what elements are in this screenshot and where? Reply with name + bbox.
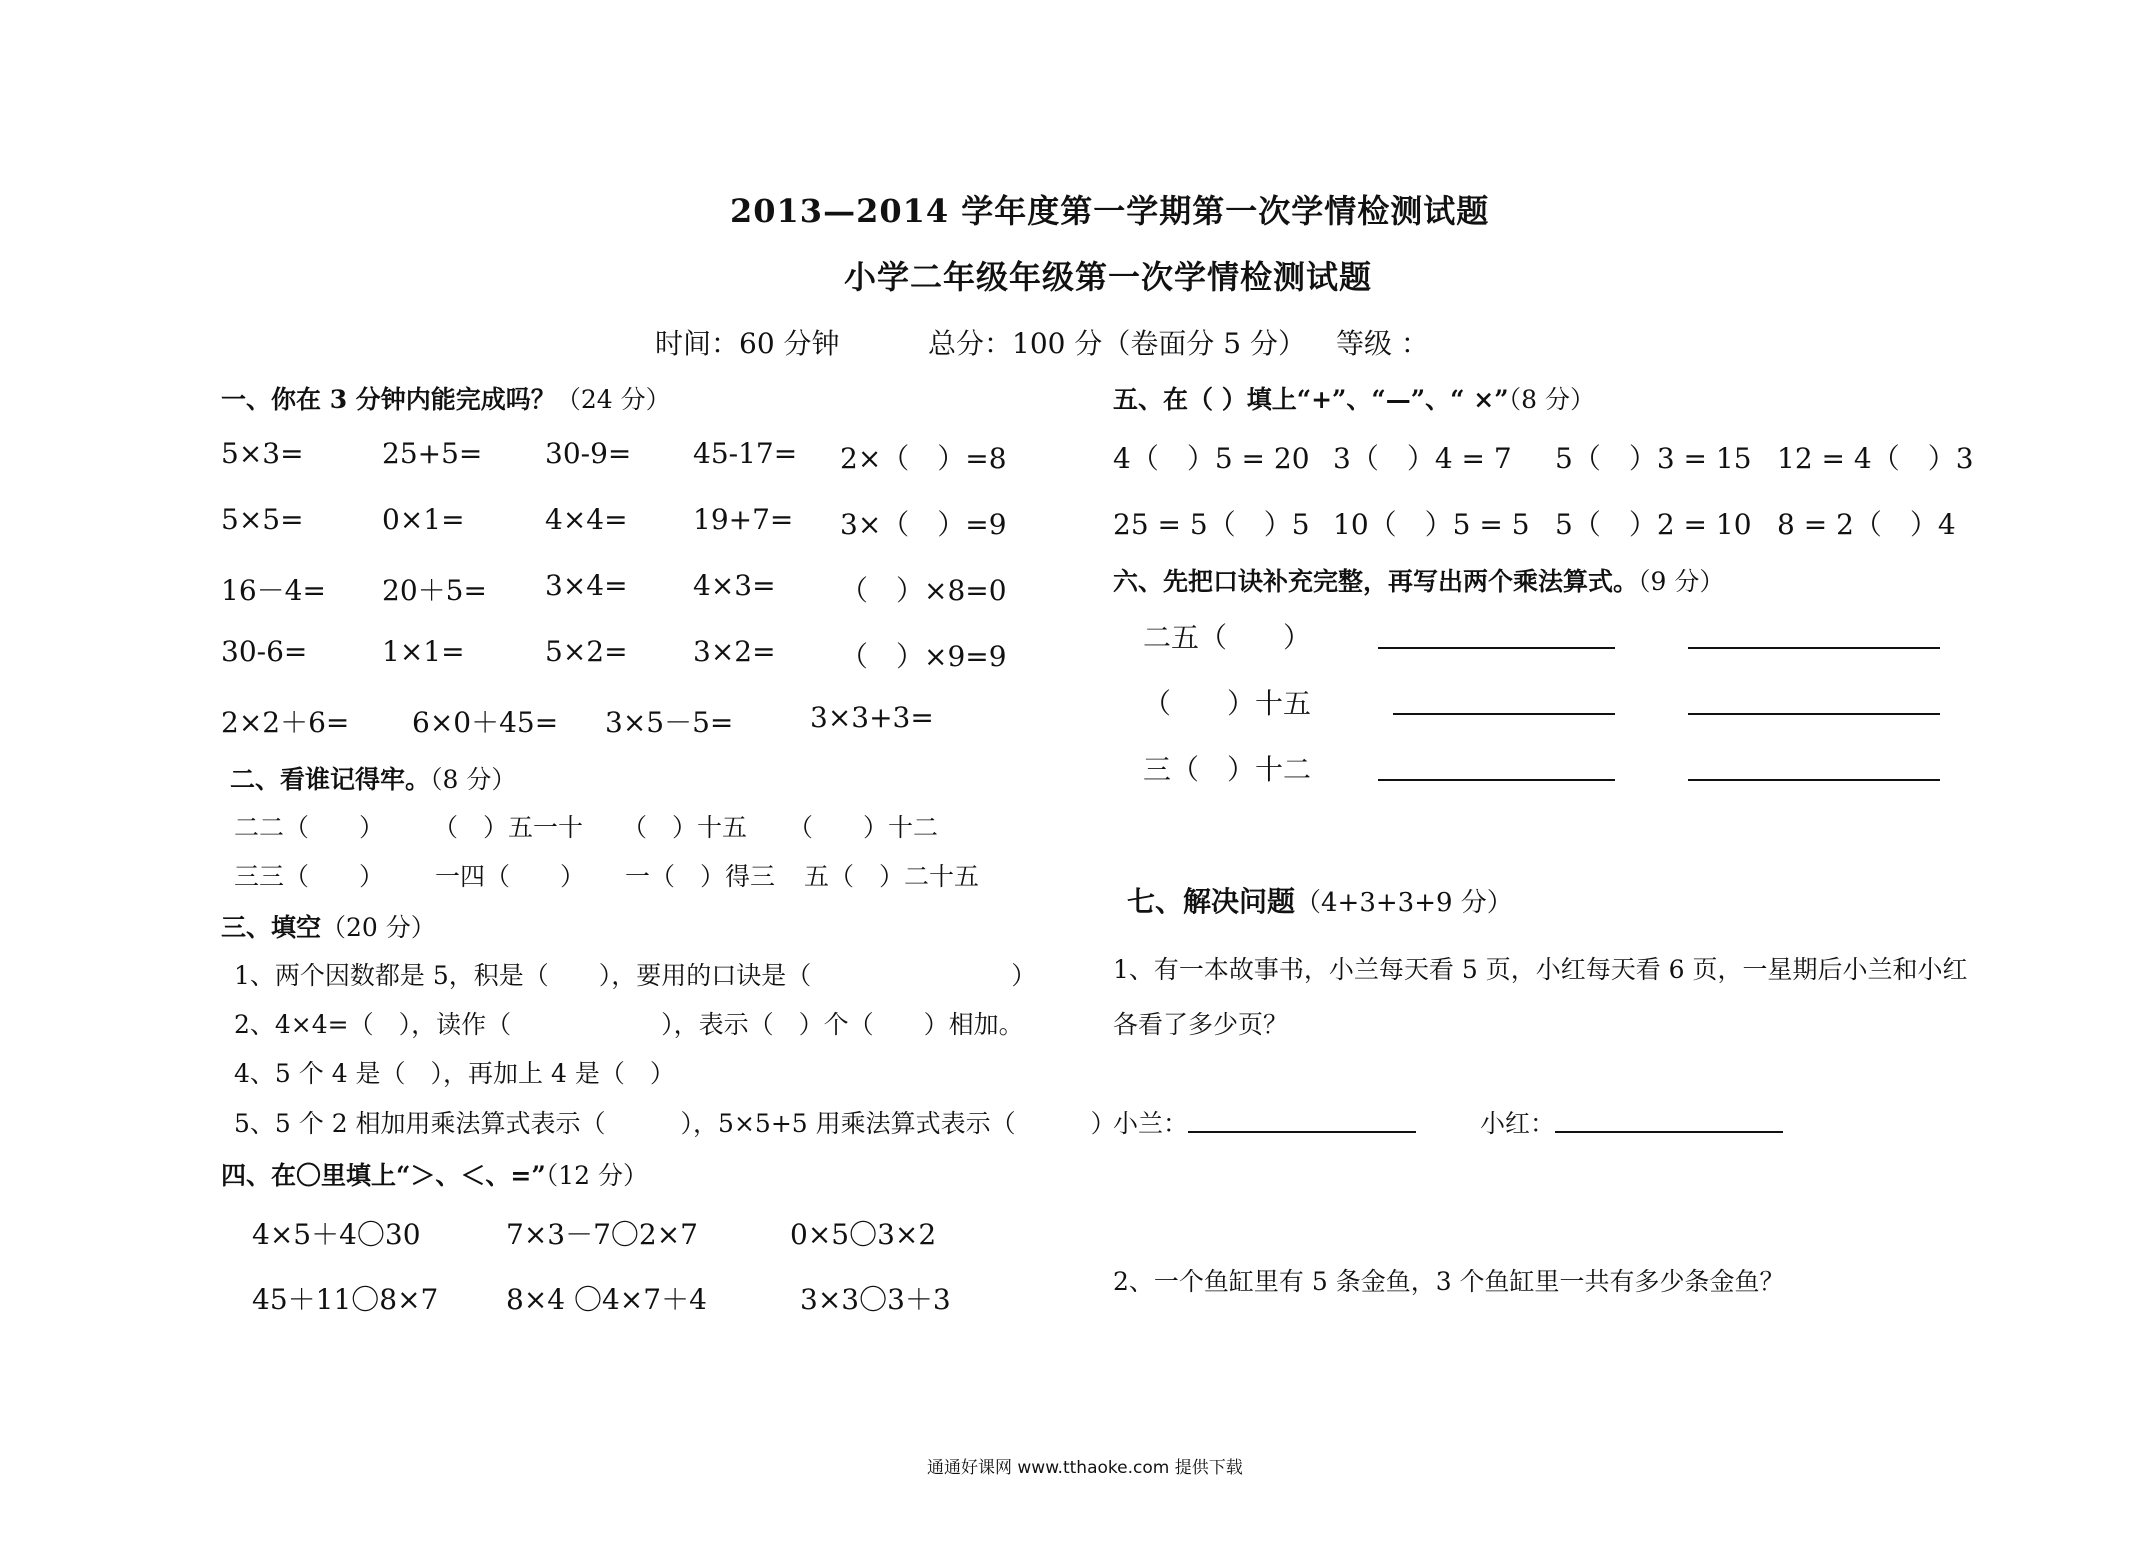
calc-item: 5×5= bbox=[221, 503, 304, 536]
exam-subtitle: 小学二年级年级第一次学情检测试题 bbox=[844, 258, 1373, 296]
section-2-score: （8 分） bbox=[430, 765, 517, 794]
section-1-title: 一、你在 3 分钟内能完成吗？ bbox=[221, 385, 556, 414]
rhyme-item: 一四（ ） bbox=[435, 862, 586, 891]
calc-item: （ ）×8=0 bbox=[840, 574, 1007, 607]
operator-item: 12 = 4（ ）3 bbox=[1777, 442, 1974, 475]
exam-time: 时间：60 分钟 bbox=[655, 327, 840, 360]
calc-item: 3×（ ）=9 bbox=[840, 508, 1007, 541]
rhyme-item: 五（ ）二十五 bbox=[804, 862, 980, 891]
calc-item: 4×4= bbox=[545, 503, 628, 536]
rhyme-complete-item: 二五（ ） bbox=[1143, 621, 1312, 654]
exam-total-score: 总分：100 分（卷面分 5 分） bbox=[928, 327, 1306, 360]
operator-item: 5（ ）3 = 15 bbox=[1555, 442, 1752, 475]
section-3-score: （20 分） bbox=[321, 913, 436, 942]
calc-item: 0×1= bbox=[382, 503, 465, 536]
rhyme-complete-item: 三（ ）十二 bbox=[1143, 753, 1312, 786]
calc-item: 5×2= bbox=[545, 635, 628, 668]
operator-item: 3（ ）4 = 7 bbox=[1333, 442, 1512, 475]
answer-line bbox=[1378, 647, 1615, 649]
calc-item: 30-6= bbox=[221, 635, 308, 668]
section-7-score: （4+3+3+9 分） bbox=[1295, 888, 1513, 918]
calc-item: 3×2= bbox=[693, 635, 776, 668]
rhyme-item: 二二（ ） bbox=[234, 813, 385, 842]
calc-item: （ ）×9=9 bbox=[840, 640, 1007, 673]
section-6-score: （9 分） bbox=[1638, 567, 1725, 596]
calc-item: 20＋5= bbox=[382, 574, 487, 607]
section-4-title: 四、在〇里填上“＞、＜、=” bbox=[221, 1161, 546, 1190]
operator-item: 4（ ）5 = 20 bbox=[1113, 442, 1310, 475]
calc-item: 2×2＋6= bbox=[221, 706, 350, 739]
answer-label-xiaolan: 小兰： bbox=[1113, 1109, 1189, 1138]
section-5-score: （8 分） bbox=[1508, 385, 1595, 414]
rhyme-item: （ ）十五 bbox=[622, 813, 748, 842]
answer-line bbox=[1555, 1131, 1783, 1133]
problem-2-text: 2、一个鱼缸里有 5 条金鱼，3 个鱼缸里一共有多少条金鱼？ bbox=[1113, 1267, 1785, 1296]
section-5-heading bbox=[1113, 380, 1595, 416]
rhyme-item: （ ）十二 bbox=[788, 813, 939, 842]
section-6-heading bbox=[1113, 562, 1724, 598]
section-5-title: 五、在（ ）填上“+”、“—”、“ ×” bbox=[1113, 385, 1509, 414]
fill-item: 5、5 个 2 相加用乘法算式表示（ ），5×5+5 用乘法算式表示（ ） bbox=[234, 1109, 1116, 1138]
problem-1-text: 1、有一本故事书，小兰每天看 5 页，小红每天看 6 页，一星期后小兰和小红 bbox=[1113, 955, 1968, 984]
exam-title: 2013—2014 学年度第一学期第一次学情检测试题 bbox=[730, 192, 1490, 230]
calc-item: 1×1= bbox=[382, 635, 465, 668]
calc-item: 6×0＋45= bbox=[412, 706, 559, 739]
rhyme-complete-item: （ ）十五 bbox=[1143, 687, 1312, 720]
rhyme-item: （ ）五一十 bbox=[433, 813, 584, 842]
calc-item: 16－4= bbox=[221, 574, 326, 607]
section-4-score: （12 分） bbox=[545, 1161, 648, 1190]
answer-line bbox=[1378, 779, 1615, 781]
section-1-heading bbox=[221, 380, 671, 416]
compare-item: 7×3－7〇2×7 bbox=[506, 1218, 698, 1251]
answer-label-xiaohong: 小红： bbox=[1480, 1109, 1556, 1138]
operator-item: 5（ ）2 = 10 bbox=[1555, 508, 1752, 541]
section-6-title: 六、先把口诀补充完整，再写出两个乘法算式。 bbox=[1113, 567, 1639, 596]
calc-item: 19+7= bbox=[693, 503, 794, 536]
answer-line bbox=[1688, 713, 1940, 715]
footer-credit: 通通好课网 www.tthaoke.com 提供下载 bbox=[927, 1458, 1243, 1478]
compare-item: 0×5〇3×2 bbox=[790, 1218, 937, 1251]
calc-item: 3×3+3= bbox=[810, 701, 934, 734]
section-1-score: （24 分） bbox=[555, 385, 671, 414]
calc-item: 3×4= bbox=[545, 569, 628, 602]
answer-line bbox=[1688, 647, 1940, 649]
answer-line bbox=[1393, 713, 1615, 715]
calc-item: 45-17= bbox=[693, 437, 798, 470]
fill-item: 2、4×4=（ ），读作（ ），表示（ ）个（ ）相加。 bbox=[234, 1010, 1024, 1039]
section-7-heading bbox=[1127, 880, 1513, 920]
calc-item: 25+5= bbox=[382, 437, 483, 470]
section-3-title: 三、填空 bbox=[221, 913, 322, 942]
rhyme-item: 三三（ ） bbox=[234, 862, 385, 891]
section-3-heading bbox=[221, 908, 436, 944]
problem-1-text-cont: 各看了多少页？ bbox=[1113, 1010, 1289, 1039]
section-4-heading bbox=[221, 1156, 648, 1192]
operator-item: 10（ ）5 = 5 bbox=[1333, 508, 1530, 541]
section-7-title: 七、解决问题 bbox=[1127, 885, 1296, 918]
exam-grade: 等级 ： bbox=[1336, 327, 1429, 360]
calc-item: 5×3= bbox=[221, 437, 304, 470]
section-2-heading bbox=[230, 760, 516, 796]
compare-item: 4×5＋4〇30 bbox=[252, 1218, 421, 1251]
fill-item: 4、5 个 4 是（ ），再加上 4 是（ ） bbox=[234, 1059, 675, 1088]
compare-item: 45＋11〇8×7 bbox=[252, 1283, 439, 1316]
operator-item: 8 = 2（ ）4 bbox=[1777, 508, 1956, 541]
calc-item: 30-9= bbox=[545, 437, 632, 470]
operator-item: 25 = 5（ ）5 bbox=[1113, 508, 1310, 541]
calc-item: 2×（ ）=8 bbox=[840, 442, 1007, 475]
compare-item: 8×4 〇4×7＋4 bbox=[506, 1283, 707, 1316]
calc-item: 3×5－5= bbox=[605, 706, 734, 739]
answer-line bbox=[1188, 1131, 1416, 1133]
calc-item: 4×3= bbox=[693, 569, 776, 602]
fill-item: 1、两个因数都是 5，积是（ ），要用的口诀是（ ） bbox=[234, 961, 1037, 990]
answer-line bbox=[1688, 779, 1940, 781]
compare-item: 3×3〇3＋3 bbox=[800, 1283, 951, 1316]
rhyme-item: 一（ ）得三 bbox=[625, 862, 776, 891]
section-2-title: 二、看谁记得牢。 bbox=[230, 765, 431, 794]
